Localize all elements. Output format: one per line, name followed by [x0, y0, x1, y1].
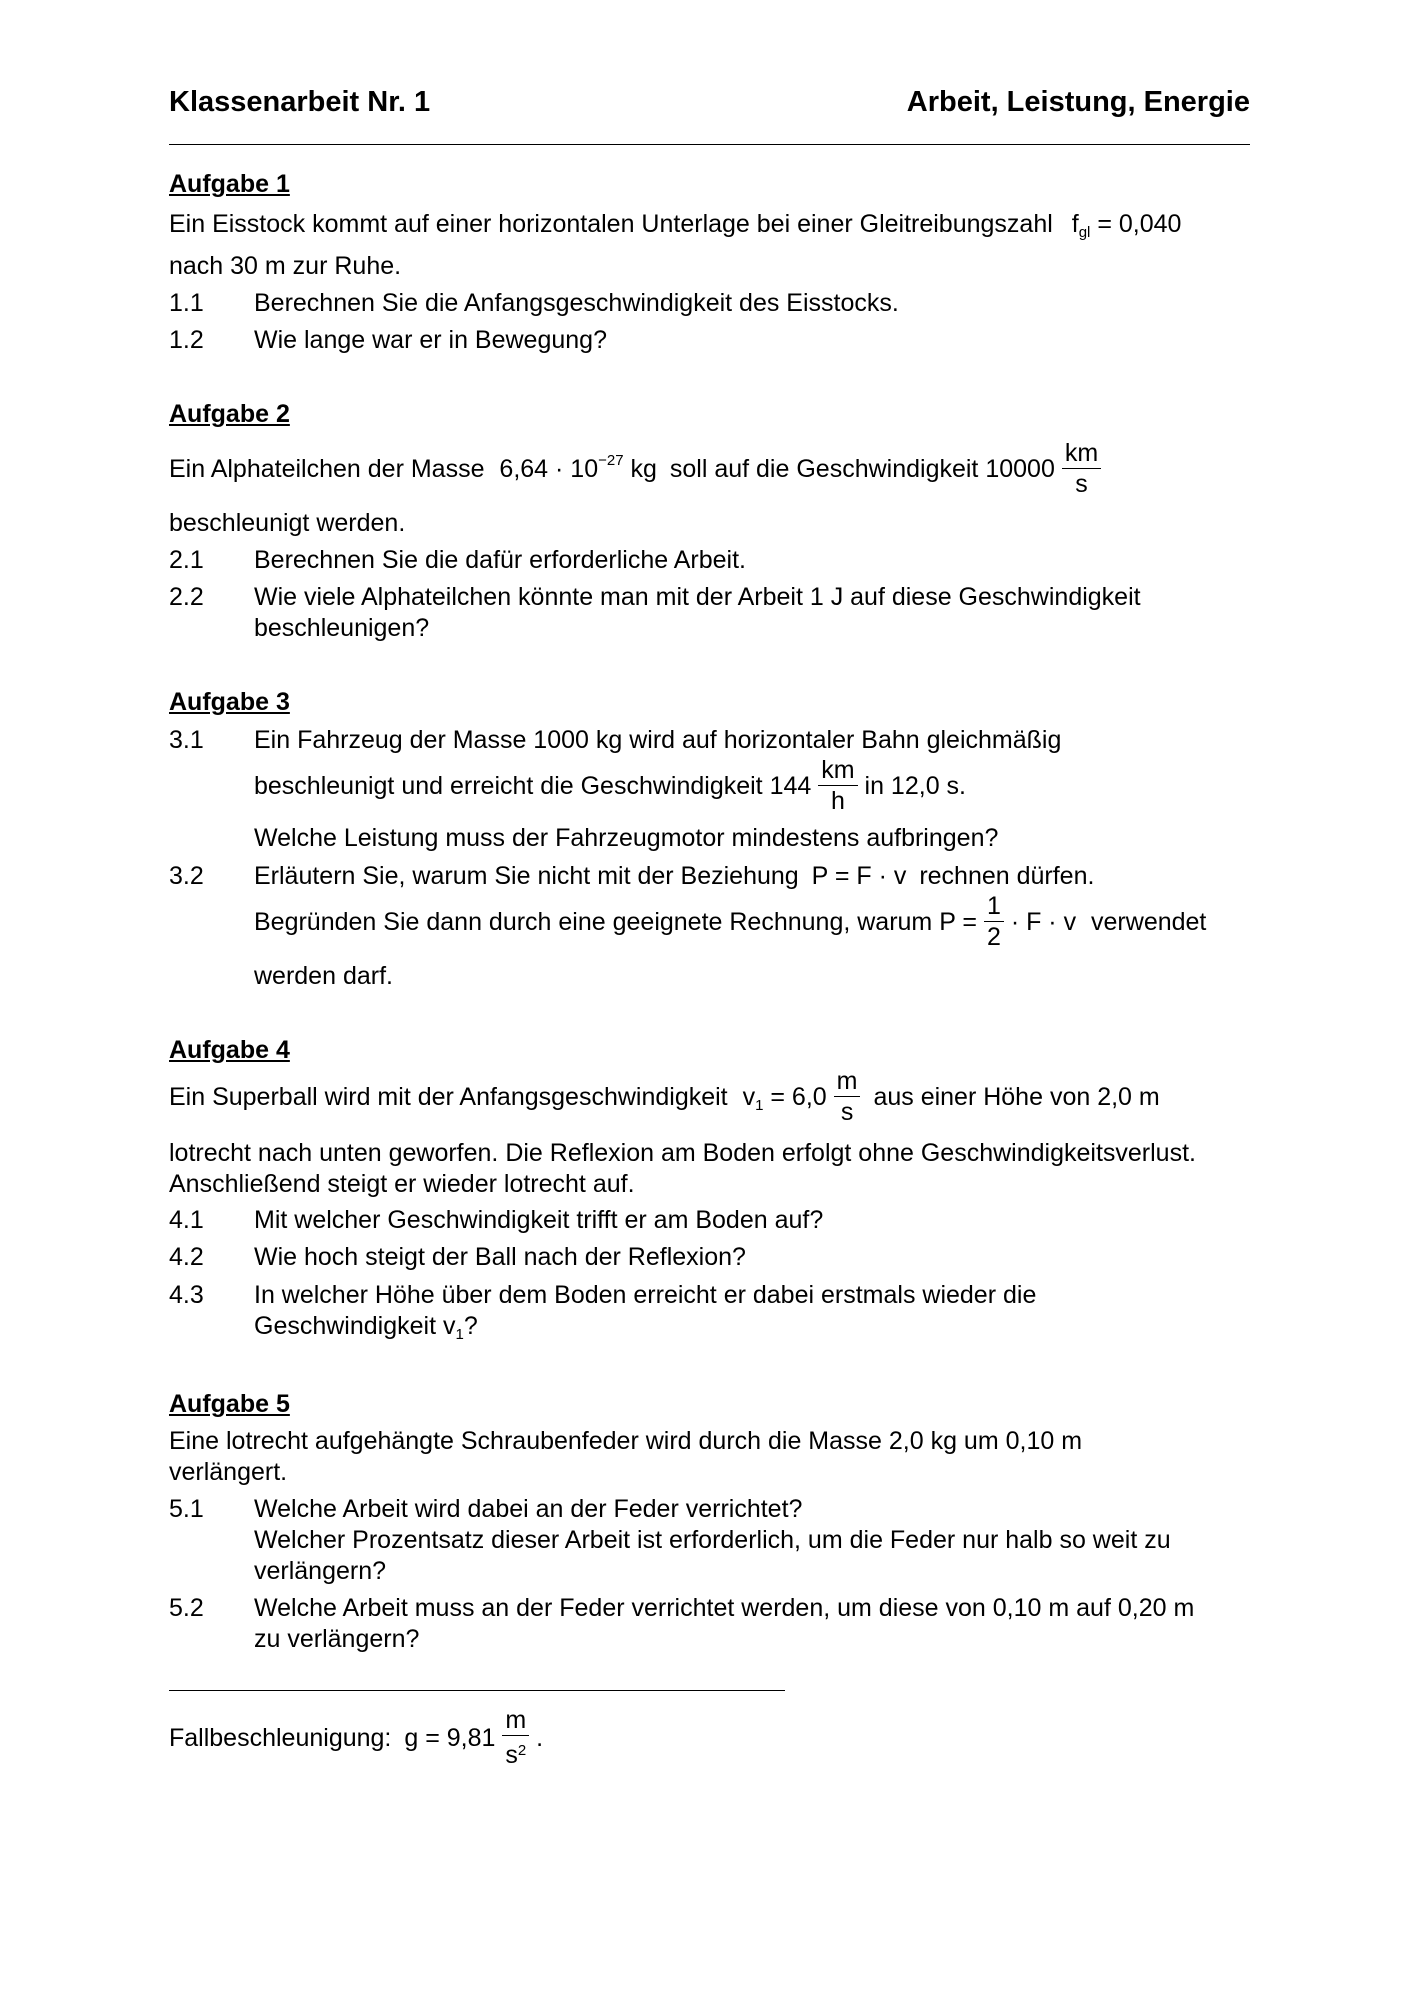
task-4-intro: Ein Superball wird mit der Anfangsgeschwindigkeit $v_1 = 6,0$ $\frac{m}{s}$ aus einer Höhe von 2,0 m	[169, 1067, 1160, 1126]
item-text: Welche Arbeit wird dabei an der Feder verrichtet?	[254, 1495, 803, 1523]
item-text: Wie viele Alphateilchen könnte man mit der Arbeit 1 J auf diese Geschwindigkeit	[254, 583, 1141, 611]
item-number: 2.1	[169, 546, 204, 574]
friction-formula: $f_{gl} = 0,040$	[1071, 210, 1182, 241]
item-text-cont: Geschwindigkeit $v_1$?	[254, 1312, 478, 1343]
item-text: Erläutern Sie, warum Sie nicht mit der Beziehung P = F · v rechnen dürfen.	[254, 862, 1095, 890]
speed-unit-fraction: $\frac{km}{s}$	[1062, 438, 1101, 499]
item-number: 5.1	[169, 1495, 204, 1523]
task-3-title: Aufgabe 3	[169, 688, 290, 716]
item-text-cont: werden darf.	[254, 962, 393, 990]
task-2-title: Aufgabe 2	[169, 400, 290, 428]
speed-unit-fraction: $\frac{km}{h}$	[818, 755, 857, 816]
task-4-title: Aufgabe 4	[169, 1036, 290, 1064]
header-title: Klassenarbeit Nr. 1	[169, 86, 431, 118]
item-text: Berechnen Sie die dafür erforderliche Arbeit.	[254, 546, 746, 574]
item-number: 4.1	[169, 1206, 204, 1234]
task-4-intro-cont: Anschließend steigt er wieder lotrecht auf.	[169, 1170, 635, 1198]
item-number: 1.2	[169, 326, 204, 354]
initial-velocity: $v_1 = 6,0$ $\frac{m}{s}$	[743, 1083, 861, 1111]
task-1-title: Aufgabe 1	[169, 170, 290, 198]
item-text-cont: Welcher Prozentsatz dieser Arbeit ist erforderlich, um die Feder nur halb so weit zu	[254, 1526, 1171, 1554]
task-1-intro-cont: nach 30 m zur Ruhe.	[169, 252, 402, 280]
item-text-cont: verlängern?	[254, 1557, 387, 1585]
item-text: Berechnen Sie die Anfangsgeschwindigkeit des Eisstocks.	[254, 289, 899, 317]
task-1-intro: Ein Eisstock kommt auf einer horizontalen Unterlage bei einer Gleitreibungszahl $f_{gl} = 0,040$	[169, 210, 1182, 241]
item-text-cont: Welche Leistung muss der Fahrzeugmotor mindestens aufbringen?	[254, 824, 999, 852]
item-text: Wie hoch steigt der Ball nach der Reflexion?	[254, 1243, 746, 1271]
item-number: 2.2	[169, 583, 204, 611]
power-formula: P = F · v	[811, 862, 907, 890]
task-4-intro-cont: lotrecht nach unten geworfen. Die Reflexion am Boden erfolgt ohne Geschwindigkeitsverlust.	[169, 1139, 1196, 1167]
task-5-intro-cont: verlängert.	[169, 1458, 288, 1486]
item-number: 4.2	[169, 1243, 204, 1271]
task-5-intro: Eine lotrecht aufgehängte Schraubenfeder wird durch die Masse 2,0 kg um 0,10 m	[169, 1427, 1083, 1455]
item-number: 1.1	[169, 289, 204, 317]
header-divider	[169, 144, 1250, 145]
item-text: Mit welcher Geschwindigkeit trifft er am Boden auf?	[254, 1206, 824, 1234]
item-text: Ein Fahrzeug der Masse 1000 kg wird auf horizontaler Bahn gleichmäßig	[254, 726, 1062, 754]
item-text: Wie lange war er in Bewegung?	[254, 326, 607, 354]
item-text-cont: Begründen Sie dann durch eine geeignete Rechnung, warum P = $\frac{1}{2}$ · F · v verwendet	[254, 892, 1207, 951]
half-power-formula: P = $\frac{1}{2}$ · F · v	[939, 892, 1077, 951]
item-number: 3.2	[169, 862, 204, 890]
alpha-mass: $6,64 \cdot 10^{-27}$ kg	[499, 452, 657, 484]
task-5-title: Aufgabe 5	[169, 1390, 290, 1418]
item-number: 3.1	[169, 726, 204, 754]
item-text-cont: zu verlängern?	[254, 1625, 420, 1653]
gravity-formula: g = 9,81 $\frac{m}{s^2}$ .	[404, 1706, 544, 1769]
gravity-note: Fallbeschleunigung: g = 9,81 $\frac{m}{s^2}$ .	[169, 1706, 544, 1769]
item-text: Welche Arbeit muss an der Feder verrichtet werden, um diese von 0,10 m auf 0,20 m	[254, 1594, 1195, 1622]
footer-divider	[169, 1690, 785, 1691]
task-2-intro-cont: beschleunigt werden.	[169, 509, 406, 537]
header-topic: Arbeit, Leistung, Energie	[906, 86, 1250, 118]
item-text-cont: beschleunigen?	[254, 614, 430, 642]
item-text: In welcher Höhe über dem Boden erreicht er dabei erstmals wieder die	[254, 1281, 1037, 1309]
task-2-intro: Ein Alphateilchen der Masse $6,64 \cdot 10^{-27}$ kg soll auf die Geschwindigkeit 10000 $\frac{km}{s}$	[169, 440, 1101, 501]
item-text-cont: beschleunigt und erreicht die Geschwindigkeit 144 $\frac{km}{h}$ in 12,0 s.	[254, 756, 966, 815]
item-number: 5.2	[169, 1594, 204, 1622]
item-number: 4.3	[169, 1281, 204, 1309]
